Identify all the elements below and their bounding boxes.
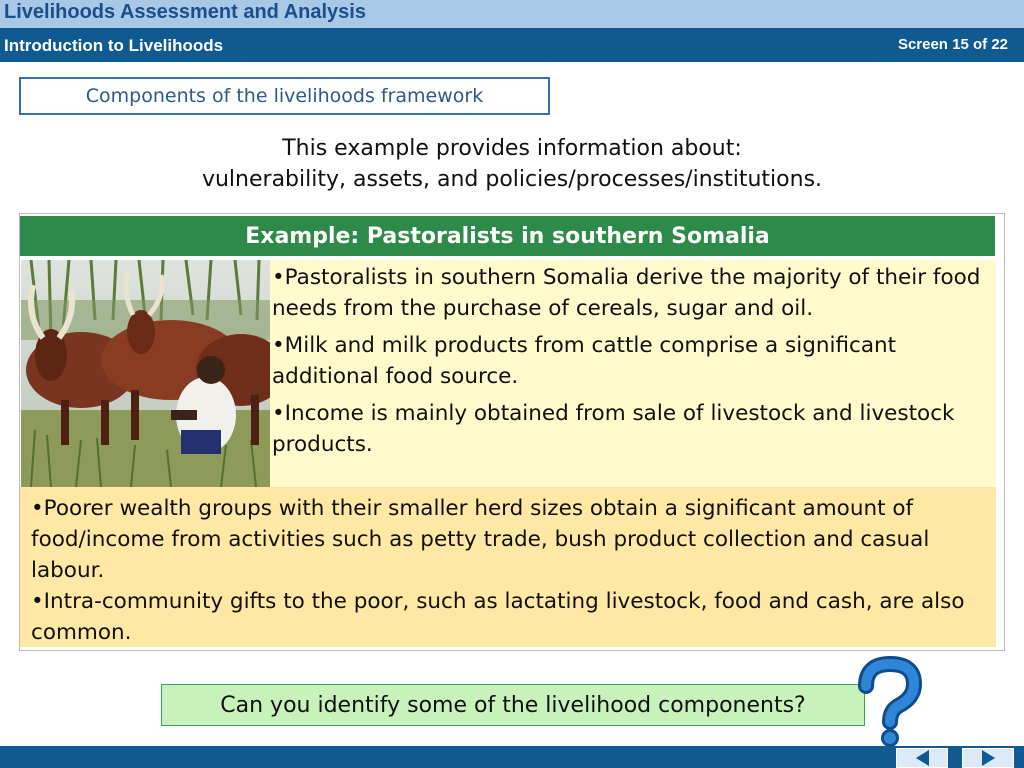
section-title: Components of the livelihoods framework (85, 85, 484, 107)
question-box (161, 684, 865, 726)
previous-screen-button[interactable] (896, 748, 948, 768)
arrow-left-icon (916, 750, 929, 766)
next-screen-button[interactable] (962, 748, 1014, 768)
intro-text (0, 133, 1024, 195)
fact-item: •Poorer wealth groups with their smaller herd sizes obtain a significant amount of food/income from activities such as petty trade, bush product collection and casual labour. (31, 496, 930, 583)
module-title-bar (0, 28, 1024, 62)
module-title: Introduction to Livelihoods (4, 36, 224, 55)
fact-item: •Milk and milk products from cattle comprise a significant additional food source. (272, 333, 897, 389)
cattle-photo (21, 260, 270, 487)
course-title: Livelihoods Assessment and Analysis (4, 1, 366, 23)
course-title-bar (0, 0, 1024, 28)
intro-line-1: This example provides information about: (282, 136, 742, 161)
facts-bottom-panel (20, 487, 996, 647)
section-title-box (19, 77, 550, 115)
screen-counter: Screen 15 of 22 (897, 36, 1008, 53)
example-title: Example: Pastoralists in southern Somalia (245, 223, 770, 249)
fact-item: •Pastoralists in southern Somalia derive the majority of their food needs from the purchase of cereals, sugar and oil. (272, 265, 981, 321)
example-header (20, 216, 995, 256)
fact-item: •Intra-community gifts to the poor, such as lactating livestock, food and cash, are also common. (31, 589, 965, 645)
arrow-right-icon (982, 750, 995, 766)
question-text: Can you identify some of the livelihood components? (220, 692, 806, 718)
question-mark-icon (852, 656, 924, 748)
footer-bar (0, 746, 1024, 768)
intro-line-2: vulnerability, assets, and policies/processes/institutions. (201, 167, 823, 192)
facts-top-panel (270, 260, 996, 487)
fact-item: •Income is mainly obtained from sale of livestock and livestock products. (272, 401, 955, 457)
